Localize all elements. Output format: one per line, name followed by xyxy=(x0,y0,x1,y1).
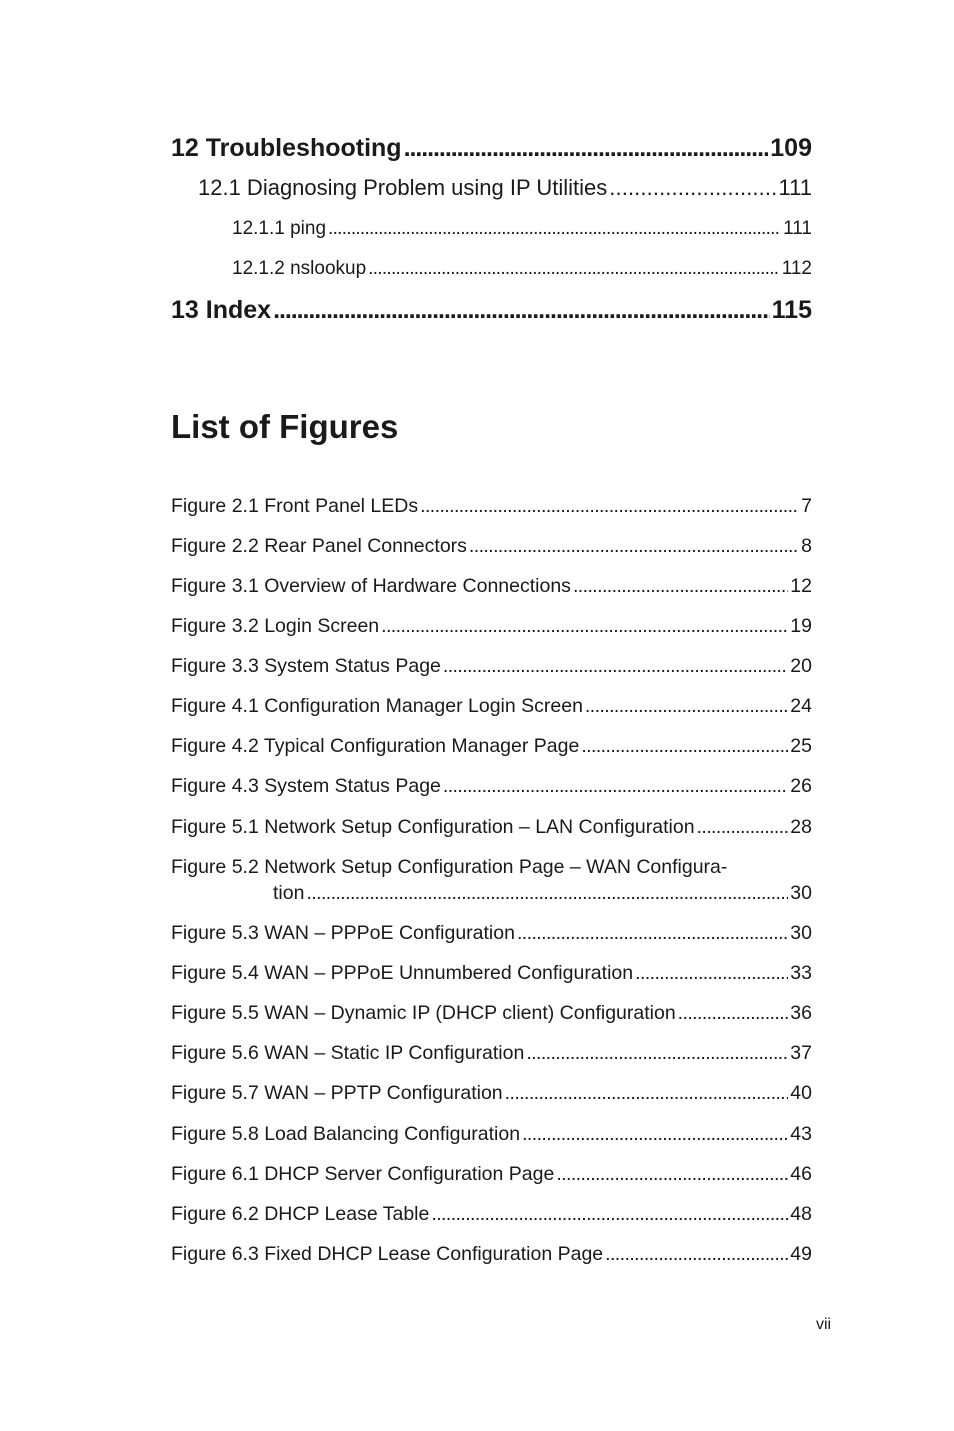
figure-page: 48 xyxy=(790,1203,812,1225)
figure-title: Figure 4.1 Configuration Manager Login Screen xyxy=(171,695,583,717)
figure-title: Figure 3.2 Login Screen xyxy=(171,615,380,637)
dot-leader xyxy=(522,1123,788,1146)
figure-title: Figure 5.1 Network Setup Configuration – LAN Configuration xyxy=(171,816,695,838)
figure-title: Figure 2.1 Front Panel LEDs xyxy=(171,495,419,517)
figure-title: Figure 6.2 DHCP Lease Table xyxy=(171,1203,430,1225)
figure-page: 30 xyxy=(790,922,812,944)
figure-entry[interactable] xyxy=(171,962,812,985)
figure-title: Figure 3.1 Overview of Hardware Connections xyxy=(171,575,571,597)
figure-page: 36 xyxy=(790,1002,812,1024)
figure-page: 46 xyxy=(790,1163,812,1185)
dot-leader xyxy=(469,535,799,558)
figure-title: Figure 5.6 WAN – Static IP Configuration xyxy=(171,1042,525,1064)
dot-leader xyxy=(381,615,788,638)
figure-title: Figure 4.3 System Status Page xyxy=(171,775,441,797)
figure-title: Figure 2.2 Rear Panel Connectors xyxy=(171,535,467,557)
dot-leader xyxy=(517,922,788,945)
dot-leader xyxy=(443,655,788,678)
figure-title: Figure 5.4 WAN – PPPoE Unnumbered Configuration xyxy=(171,962,634,984)
dot-leader xyxy=(431,1203,788,1226)
figure-entry[interactable] xyxy=(171,535,812,558)
toc-entry-title: 12 Troubleshooting xyxy=(171,134,402,162)
figure-entry[interactable] xyxy=(273,882,812,905)
dot-leader xyxy=(697,816,789,839)
figure-entry[interactable] xyxy=(171,1082,812,1105)
figure-entry[interactable] xyxy=(171,495,812,518)
dot-leader xyxy=(585,695,788,718)
figure-entry[interactable] xyxy=(171,816,812,839)
figure-entry[interactable] xyxy=(171,575,812,598)
toc-entry-page: 112 xyxy=(781,258,812,279)
figure-page: 19 xyxy=(790,615,812,637)
dot-leader xyxy=(573,575,788,598)
dot-leader xyxy=(306,882,788,905)
dot-leader xyxy=(678,1002,789,1025)
toc-entry-title: 12.1 Diagnosing Problem using IP Utilities xyxy=(198,175,608,200)
dot-leader xyxy=(404,134,769,163)
figure-entry[interactable] xyxy=(171,655,812,678)
figure-entry[interactable] xyxy=(171,1203,812,1226)
dot-leader xyxy=(526,1042,788,1065)
figure-entry-wrapped-line[interactable]: Figure 5.2 Network Setup Configuration Page – WAN Configura- xyxy=(171,856,728,878)
toc-entry-section-12-1[interactable] xyxy=(198,175,812,201)
dot-leader xyxy=(328,218,781,240)
figure-title: Figure 5.8 Load Balancing Configuration xyxy=(171,1123,521,1145)
figure-page: 28 xyxy=(790,816,812,838)
dot-leader xyxy=(420,495,799,518)
figure-entry[interactable] xyxy=(171,1042,812,1065)
figure-entry[interactable] xyxy=(171,1163,812,1186)
toc-entry-title: 13 Index xyxy=(171,296,272,324)
figure-title: Figure 4.2 Typical Configuration Manager Page xyxy=(171,735,580,757)
figure-entry[interactable] xyxy=(171,615,812,638)
dot-leader xyxy=(443,775,788,798)
figure-entry[interactable] xyxy=(171,922,812,945)
figure-page: 33 xyxy=(790,962,812,984)
dot-leader xyxy=(605,1243,788,1266)
dot-leader xyxy=(635,962,788,985)
toc-entry-page: 115 xyxy=(771,296,812,324)
figure-title: Figure 6.1 DHCP Server Configuration Page xyxy=(171,1163,555,1185)
dot-leader xyxy=(273,296,770,325)
toc-entry-subsection-12-1-2[interactable] xyxy=(232,258,812,280)
figure-title: Figure 5.5 WAN – Dynamic IP (DHCP client) Configuration xyxy=(171,1002,676,1024)
figure-entry[interactable] xyxy=(171,695,812,718)
figure-page: 49 xyxy=(790,1243,812,1265)
dot-leader xyxy=(581,735,788,758)
toc-entry-page: 109 xyxy=(770,134,812,162)
figure-entry[interactable] xyxy=(171,775,812,798)
dot-leader xyxy=(609,175,776,201)
dot-leader xyxy=(505,1082,789,1105)
toc-entry-chapter-13[interactable] xyxy=(171,296,812,325)
figure-page: 40 xyxy=(790,1082,812,1104)
figure-title: Figure 5.3 WAN – PPPoE Configuration xyxy=(171,922,515,944)
toc-entry-title: 12.1.2 nslookup xyxy=(232,258,367,279)
list-of-figures-heading: List of Figures xyxy=(171,408,399,445)
figure-page: 7 xyxy=(801,495,812,517)
figure-page: 26 xyxy=(790,775,812,797)
figure-title: Figure 3.3 System Status Page xyxy=(171,655,441,677)
figure-page: 43 xyxy=(790,1123,812,1145)
dot-leader xyxy=(556,1163,788,1186)
figure-title: Figure 6.3 Fixed DHCP Lease Configuration Page xyxy=(171,1243,604,1265)
toc-entry-chapter-12[interactable] xyxy=(171,134,812,163)
figure-page: 24 xyxy=(790,695,812,717)
figure-entry[interactable] xyxy=(171,1243,812,1266)
figure-page: 25 xyxy=(790,735,812,757)
figure-title: Figure 5.7 WAN – PPTP Configuration xyxy=(171,1082,503,1104)
figure-entry[interactable] xyxy=(171,1123,812,1146)
figure-page: 20 xyxy=(790,655,812,677)
figure-title: tion xyxy=(273,882,305,904)
toc-entry-page: 111 xyxy=(778,175,812,200)
figure-entry[interactable] xyxy=(171,1002,812,1025)
toc-entry-subsection-12-1-1[interactable] xyxy=(232,218,812,240)
figure-entry[interactable] xyxy=(171,735,812,758)
toc-entry-title: 12.1.1 ping xyxy=(232,218,327,239)
figure-page: 37 xyxy=(790,1042,812,1064)
page-number: vii xyxy=(816,1316,832,1333)
figure-page: 8 xyxy=(801,535,812,557)
figure-page: 12 xyxy=(790,575,812,597)
dot-leader xyxy=(368,258,780,280)
toc-entry-page: 111 xyxy=(783,218,812,239)
figure-page: 30 xyxy=(790,882,812,904)
